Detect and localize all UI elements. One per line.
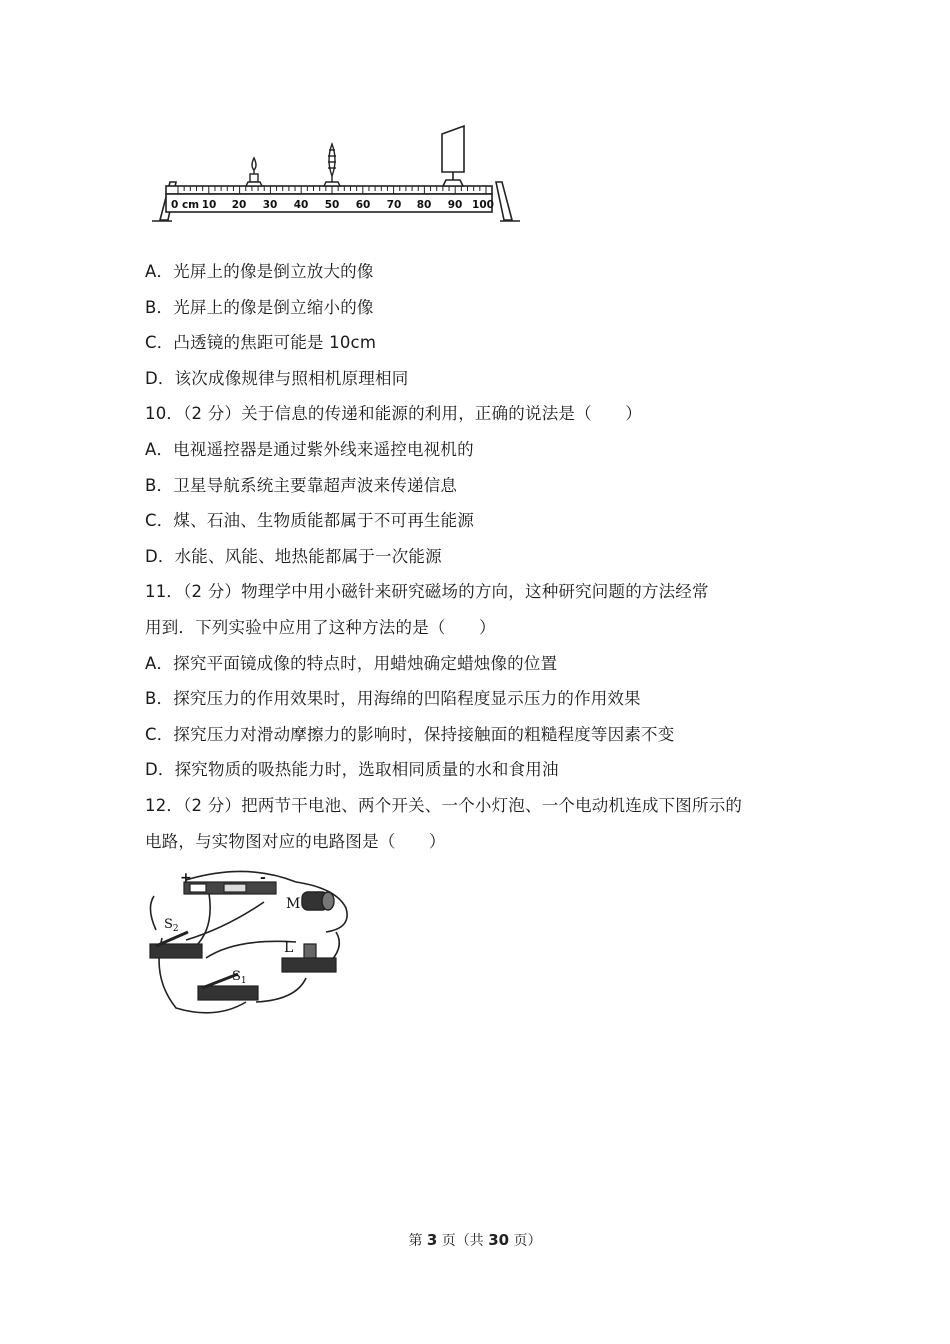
question-12-stem: 12．（2 分）把两节干电池、两个开关、一个小灯泡、一个电动机连成下图所示的 — [145, 795, 743, 815]
question-text — [145, 254, 835, 859]
bench-unit-label: 0 cm — [171, 199, 200, 211]
question-11-stem-cont: 用到．下列实验中应用了这种方法的是（ ） — [145, 617, 496, 637]
footer-prefix: 第 — [408, 1233, 427, 1249]
footer-total-pages: 30 — [488, 1231, 510, 1249]
light-screen-icon — [442, 126, 464, 186]
motor-icon — [302, 892, 334, 910]
convex-lens-icon — [324, 144, 340, 186]
switch-s1-icon — [198, 974, 258, 1000]
switch-s2-icon — [150, 932, 202, 958]
optical-bench-figure — [146, 120, 526, 230]
bench-scale-label: 50 — [324, 199, 340, 211]
footer-suffix: 页） — [509, 1233, 542, 1249]
option-a-q10: A．电视遥控器是通过紫外线来遥控电视机的 — [145, 439, 474, 459]
bench-scale-label: 80 — [416, 199, 432, 211]
switch-s2-label: $S_2$ — [164, 917, 179, 934]
bench-scale-label: 20 — [231, 199, 247, 211]
candle-icon — [246, 158, 262, 186]
lamp-label: L — [284, 940, 294, 956]
option-c-q9: C．凸透镜的焦距可能是 10cm — [145, 333, 377, 353]
option-a-q11: A．探究平面镜成像的特点时，用蜡烛确定蜡烛像的位置 — [145, 653, 558, 673]
bench-scale-label: 10 — [201, 199, 217, 211]
option-c-q11: C．探究压力对滑动摩擦力的影响时，保持接触面的粗糙程度等因素不变 — [145, 724, 675, 744]
bench-scale-label: 40 — [293, 199, 309, 211]
footer-current-page: 3 — [426, 1231, 438, 1249]
option-c-q10: C．煤、石油、生物质能都属于不可再生能源 — [145, 511, 475, 531]
motor-label: M — [286, 896, 301, 912]
option-d-q11: D．探究物质的吸热能力时，选取相同质量的水和食用油 — [145, 760, 559, 780]
option-d-q9: D．该次成像规律与照相机原理相同 — [145, 368, 409, 388]
option-d-q10: D．水能、风能、地热能都属于一次能源 — [145, 546, 442, 566]
option-b-q10: B．卫星导航系统主要靠超声波来传递信息 — [145, 475, 458, 495]
option-b-q9: B．光屏上的像是倒立缩小的像 — [145, 297, 374, 317]
bench-scale-label: 90 — [447, 199, 463, 211]
bench-scale-label: 30 — [262, 199, 278, 211]
switch-s1-label: $S_1$ — [232, 969, 247, 986]
question-11-stem: 11．（2 分）物理学中用小磁针来研究磁场的方向，这种研究问题的方法经常 — [145, 582, 709, 602]
circuit-photo-figure — [146, 868, 358, 1018]
battery-plus-label: + — [180, 870, 192, 886]
option-b-q11: B．探究压力的作用效果时，用海绵的凹陷程度显示压力的作用效果 — [145, 689, 641, 709]
bench-scale-label: 100 — [472, 199, 494, 211]
bench-scale-label: 70 — [386, 199, 402, 211]
page-footer — [0, 1230, 950, 1250]
option-a-q9: A．光屏上的像是倒立放大的像 — [145, 262, 374, 281]
battery-minus-label: - — [260, 870, 266, 886]
question-12-stem-cont: 电路，与实物图对应的电路图是（ ） — [145, 831, 446, 851]
question-10-stem: 10．（2 分）关于信息的传递和能源的利用，正确的说法是（ ） — [145, 404, 642, 424]
bench-scale-label: 60 — [355, 199, 371, 211]
footer-middle: 页（共 — [437, 1233, 489, 1249]
